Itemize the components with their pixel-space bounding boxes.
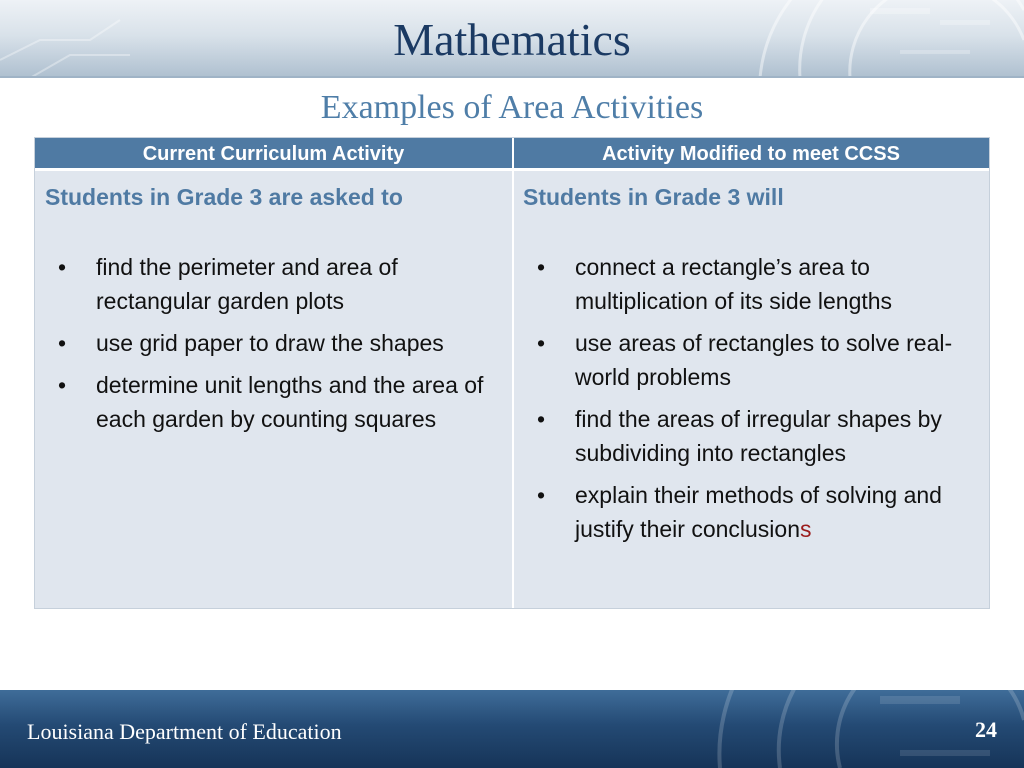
list-item	[35, 368, 512, 436]
list-item-text	[575, 482, 942, 542]
activity-table	[34, 137, 990, 609]
list-item-text: use areas of rectangles to solve real-world problems	[575, 330, 953, 390]
current-curriculum-list	[35, 250, 512, 444]
list-item	[514, 250, 989, 318]
list-item-text: find the areas of irregular shapes by subdividing into rectangles	[575, 406, 942, 466]
header-divider	[0, 76, 1024, 78]
bullet-icon: •	[537, 406, 546, 432]
list-item-text: connect a rectangle’s area to multiplication of its side lengths	[575, 254, 893, 314]
modified-ccss-cell	[514, 174, 989, 608]
list-item-text: determine unit lengths and the area of each garden by counting squares	[96, 372, 484, 432]
bullet-icon: •	[537, 330, 546, 356]
header-modified-ccss: Activity Modified to meet CCSS	[602, 143, 900, 165]
list-item-text-main: explain their methods of solving and justify their conclusion	[575, 482, 942, 542]
list-item-text: find the perimeter and area of rectangular garden plots	[96, 254, 398, 314]
slide-title: Mathematics	[393, 14, 631, 65]
bullet-icon: •	[537, 254, 546, 280]
bullet-icon: •	[58, 254, 67, 280]
page-number: 24	[975, 717, 997, 742]
footer-organization: Louisiana Department of Education	[27, 719, 342, 744]
bullet-icon: •	[58, 330, 67, 356]
header-current-curriculum: Current Curriculum Activity	[142, 143, 405, 165]
list-item	[514, 326, 989, 394]
list-item	[514, 478, 989, 546]
slide-subtitle: Examples of Area Activities	[320, 89, 704, 126]
modified-ccss-list	[514, 250, 989, 554]
bullet-icon: •	[58, 372, 67, 398]
list-item	[35, 250, 512, 318]
modified-ccss-heading: Students in Grade 3 will	[523, 184, 784, 210]
current-curriculum-heading: Students in Grade 3 are asked to	[45, 184, 403, 210]
footer-band	[0, 690, 1024, 768]
current-curriculum-cell	[35, 174, 512, 608]
list-item-text-accent: s	[800, 516, 812, 542]
list-item-text: use grid paper to draw the shapes	[96, 330, 444, 356]
list-item	[514, 402, 989, 470]
bullet-icon: •	[537, 482, 546, 508]
list-item	[35, 326, 512, 360]
